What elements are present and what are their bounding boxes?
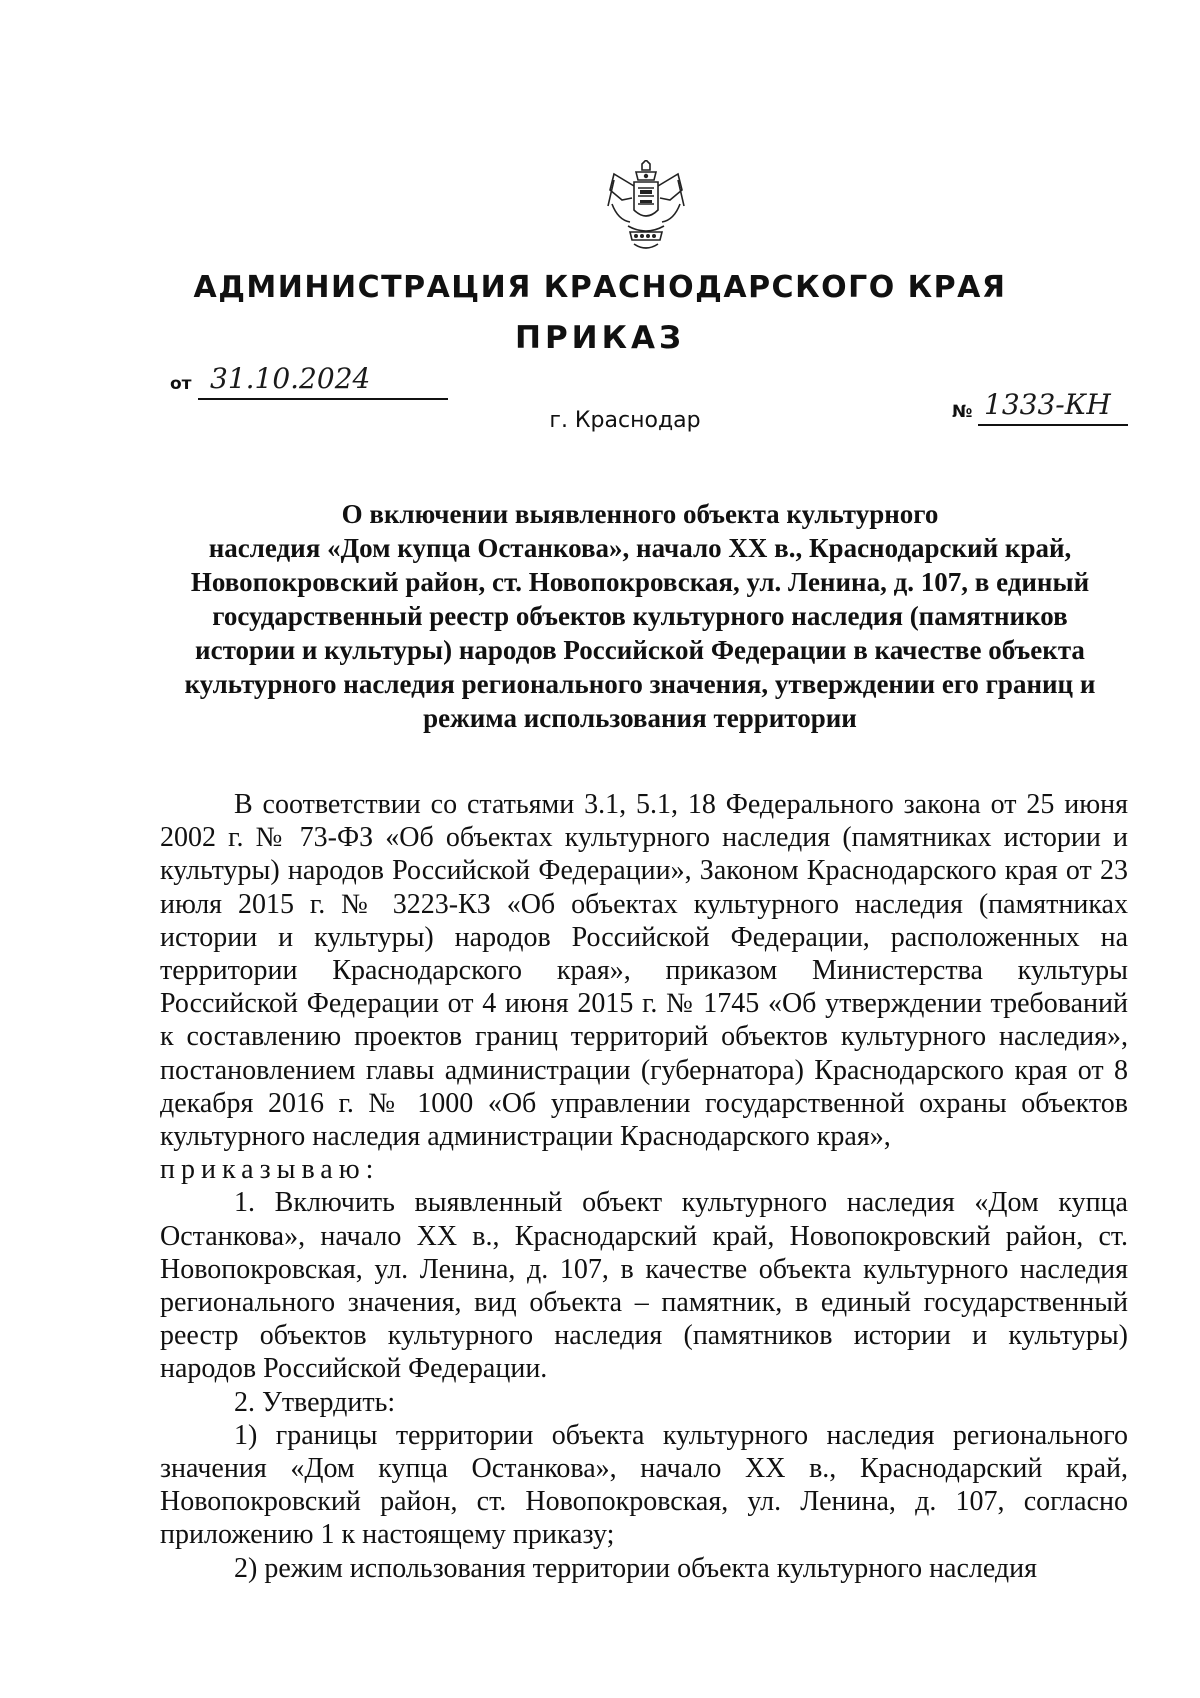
document-body [160, 788, 1128, 1585]
item-2-1-paragraph: 1) границы территории объекта культурного наследия регионального значения «Дом купца Останкова», начало XX в., Краснодарский край, Новопокровский район, ст. Новопокровская, ул. Ленина, д. 107, согласно приложению 1 к настоящему приказу; [160, 1419, 1128, 1551]
title-line: культурного наследия регионального значения, утверждении его границ и [184, 669, 1096, 699]
item-2-2-paragraph: 2) режим использования территории объекта культурного наследия [234, 1552, 1038, 1584]
document-type-heading: ПРИКАЗ [515, 320, 685, 356]
handwritten-number: 1333-КН [978, 388, 1128, 426]
krasnodar-coat-of-arms-icon [604, 160, 688, 252]
title-line: истории и культуры) народов Российской Федерации в качестве объекта [195, 635, 1085, 665]
item-1-paragraph: 1. Включить выявленный объект культурного наследия «Дом купца Останкова», начало XX в., Краснодарский край, Новопокровский район, ст. Новопокровская, ул. Ленина, д. 107, в качестве объекта культурного наследия регионального значения, вид объекта – памятник, в единый государственный реестр объектов культурного наследия (памятников истории и культуры) народов Российской Федерации. [160, 1187, 1128, 1385]
title-line: О включении выявленного объекта культурного [341, 499, 939, 529]
order-word: приказываю: [160, 1154, 380, 1186]
preamble-paragraph: В соответствии со статьями 3.1, 5.1, 18 Федерального закона от 25 июня 2002 г. № 73-ФЗ «Об объектах культурного наследия (памятниках истории и культуры) народов Российской Федерации», Законом Краснодарского края от 23 июля 2015 г. № 3223-КЗ «Об объектах культурного наследия (памятниках истории и культуры) народов Российской Федерации, расположенных на территории Краснодарского края», приказом Министерства культуры Российской Федерации от 4 июня 2015 г. № 1745 «Об утверждении требований к составлению проектов границ территорий объектов культурного наследия», постановлением главы администрации (губернатора) Краснодарского края от 8 декабря 2016 г. № 1000 «Об управлении государственной охраны объектов культурного наследия администрации Краснодарского края», [160, 789, 1128, 1153]
city-label: г. Краснодар [549, 408, 701, 433]
title-line: Новопокровский район, ст. Новопокровская, ул. Ленина, д. 107, в единый [190, 567, 1090, 597]
item-2-heading: 2. Утвердить: [234, 1386, 396, 1418]
date-label: от [170, 374, 192, 394]
title-line: наследия «Дом купца Останкова», начало XX в., Краснодарский край, [208, 533, 1072, 563]
handwritten-date: 31.10.2024 [198, 362, 448, 400]
document-title [160, 497, 1120, 735]
organization-heading: АДМИНИСТРАЦИЯ КРАСНОДАРСКОГО КРАЯ [193, 270, 1007, 305]
title-line: государственный реестр объектов культурного наследия (памятников [212, 601, 1068, 631]
title-line: режима использования территории [423, 703, 857, 733]
number-label: № [952, 402, 973, 422]
